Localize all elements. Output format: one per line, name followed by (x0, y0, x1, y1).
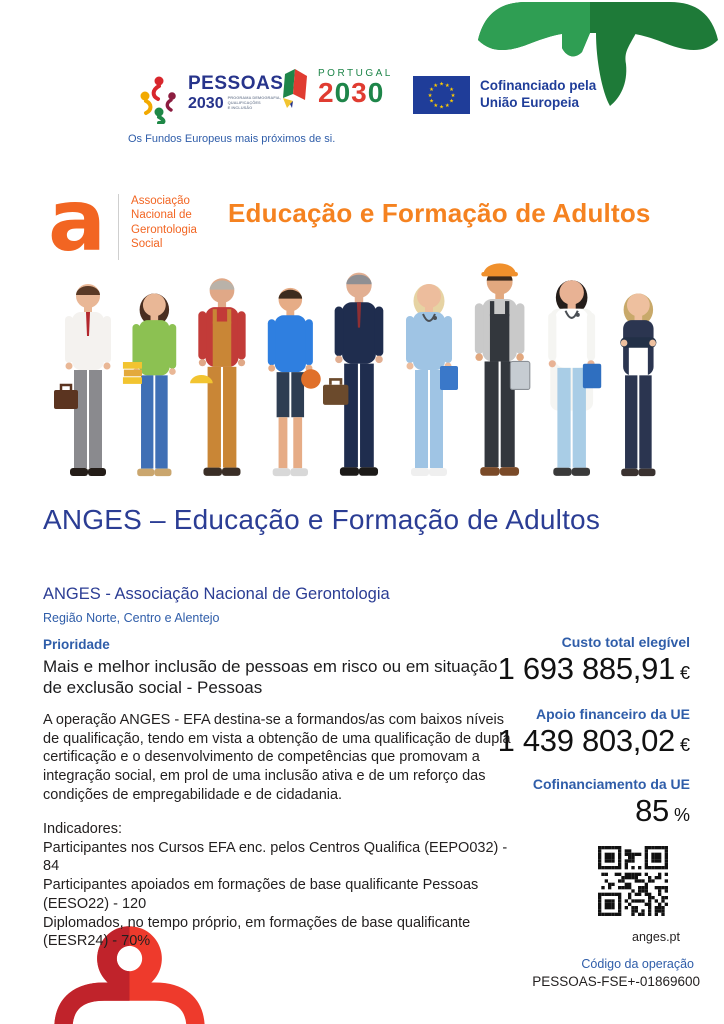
portugal-2030-logo (278, 68, 393, 114)
person-construction-worker (463, 258, 536, 480)
svg-text:★: ★ (449, 98, 454, 105)
operation-code-label: Código da operação (581, 957, 694, 971)
indicator-item: Participantes apoiados em formações de base qualificante Pessoas (EESO22) - 120 (43, 877, 479, 912)
eu-flag-icon (413, 76, 470, 114)
sector-title: Educação e Formação de Adultos (228, 198, 651, 228)
svg-text:★: ★ (427, 92, 433, 99)
total-cost-label: Custo total elegível (561, 634, 690, 650)
total-cost-block (498, 634, 690, 687)
pessoas-logo-tagline: PROGRAMA DEMOGRAFIA, QUALIFICAÇÕES E INCLUSÃO (227, 95, 281, 111)
svg-text:★: ★ (429, 98, 434, 105)
cofinancing-rate-block (533, 776, 690, 829)
page-title: ANGES – Educação e Formação de Adultos (43, 504, 601, 535)
indicators-label: Indicadores: (43, 821, 122, 837)
eu-support-value: 1 439 803,02 (497, 723, 675, 758)
pessoas-2030-logo (138, 74, 283, 124)
person-nurse (395, 274, 463, 480)
person-student (122, 284, 187, 480)
svg-text:★: ★ (450, 92, 456, 99)
svg-text:★: ★ (429, 87, 434, 94)
anges-brand-block (48, 171, 197, 271)
svg-text:★: ★ (433, 82, 439, 89)
svg-text:★: ★ (433, 102, 439, 109)
person-housekeeper (606, 284, 671, 480)
eu-caption: Cofinanciado pela União Europeia (480, 78, 597, 110)
person-doctor (537, 270, 606, 480)
operation-code-value: PESSOAS-FSE+-01869600 (532, 974, 700, 989)
euro-sign: € (679, 663, 690, 683)
portugal-logo-year: 2030 (318, 77, 385, 108)
anges-logo-letter: a (48, 171, 107, 271)
brand-divider (118, 194, 119, 260)
cofinancing-rate-value: 85 (635, 793, 669, 828)
indicators-block (43, 820, 515, 951)
region-text: Região Norte, Centro e Alentejo (43, 611, 220, 625)
indicator-item: Diplomados, no tempo próprio, em formações de base qualificante (EESR24) - 70% (43, 914, 471, 950)
anges-org-name: Associação Nacional de Gerontologia Social (131, 195, 197, 251)
eu-support-block (498, 706, 690, 759)
website-text: anges.pt (632, 930, 680, 944)
pessoas-logo-name: PESSOAS (188, 73, 284, 94)
pessoas-icon (138, 74, 180, 124)
euro-sign: € (679, 735, 690, 755)
svg-text:★: ★ (439, 81, 444, 88)
portugal-logo-name: PORTUGAL (318, 68, 393, 79)
svg-text:★: ★ (444, 102, 450, 109)
person-athlete (257, 278, 324, 480)
svg-text:★: ★ (449, 87, 454, 94)
priority-text: Mais e melhor inclusão de pessoas em risco ou em situação de exclusão social - Pessoas (43, 657, 498, 698)
priority-label: Prioridade (43, 637, 110, 652)
eu-support-label: Apoio financeiro da UE (535, 706, 690, 722)
percent-sign: % (673, 805, 690, 825)
cofinancing-rate-label: Cofinanciamento da UE (532, 776, 690, 792)
decorative-green-figure (478, 0, 718, 110)
svg-text:★: ★ (439, 104, 444, 111)
operation-description: A operação ANGES - EFA destina-se a formandos/as com baixos níveis de qualificação, tendo em vista a obtenção de uma qualificação de dupla certificação e o desenvolvimento de competências que promovam a integração social, em prol de uma inclusão ativa e de um reforço das condições de empregabilidade e de cidadania. (43, 712, 511, 803)
pessoas-logo-year: 2030 (188, 94, 224, 112)
funds-slogan: Os Fundos Europeus mais próximos de si. (128, 133, 336, 145)
person-senior-worker (187, 268, 257, 480)
qr-code (598, 846, 668, 916)
indicator-item: Participantes nos Cursos EFA enc. pelos Centros Qualifica (EEPO032) - 84 (43, 839, 508, 875)
hero-people-photo (54, 258, 670, 480)
portugal-flag-icon (278, 68, 310, 114)
total-cost-value: 1 693 885,91 (497, 651, 675, 686)
person-executive (323, 262, 395, 480)
person-businessman (54, 274, 122, 480)
svg-text:★: ★ (444, 82, 450, 89)
beneficiary-name: ANGES - Associação Nacional de Gerontologia (43, 585, 390, 603)
